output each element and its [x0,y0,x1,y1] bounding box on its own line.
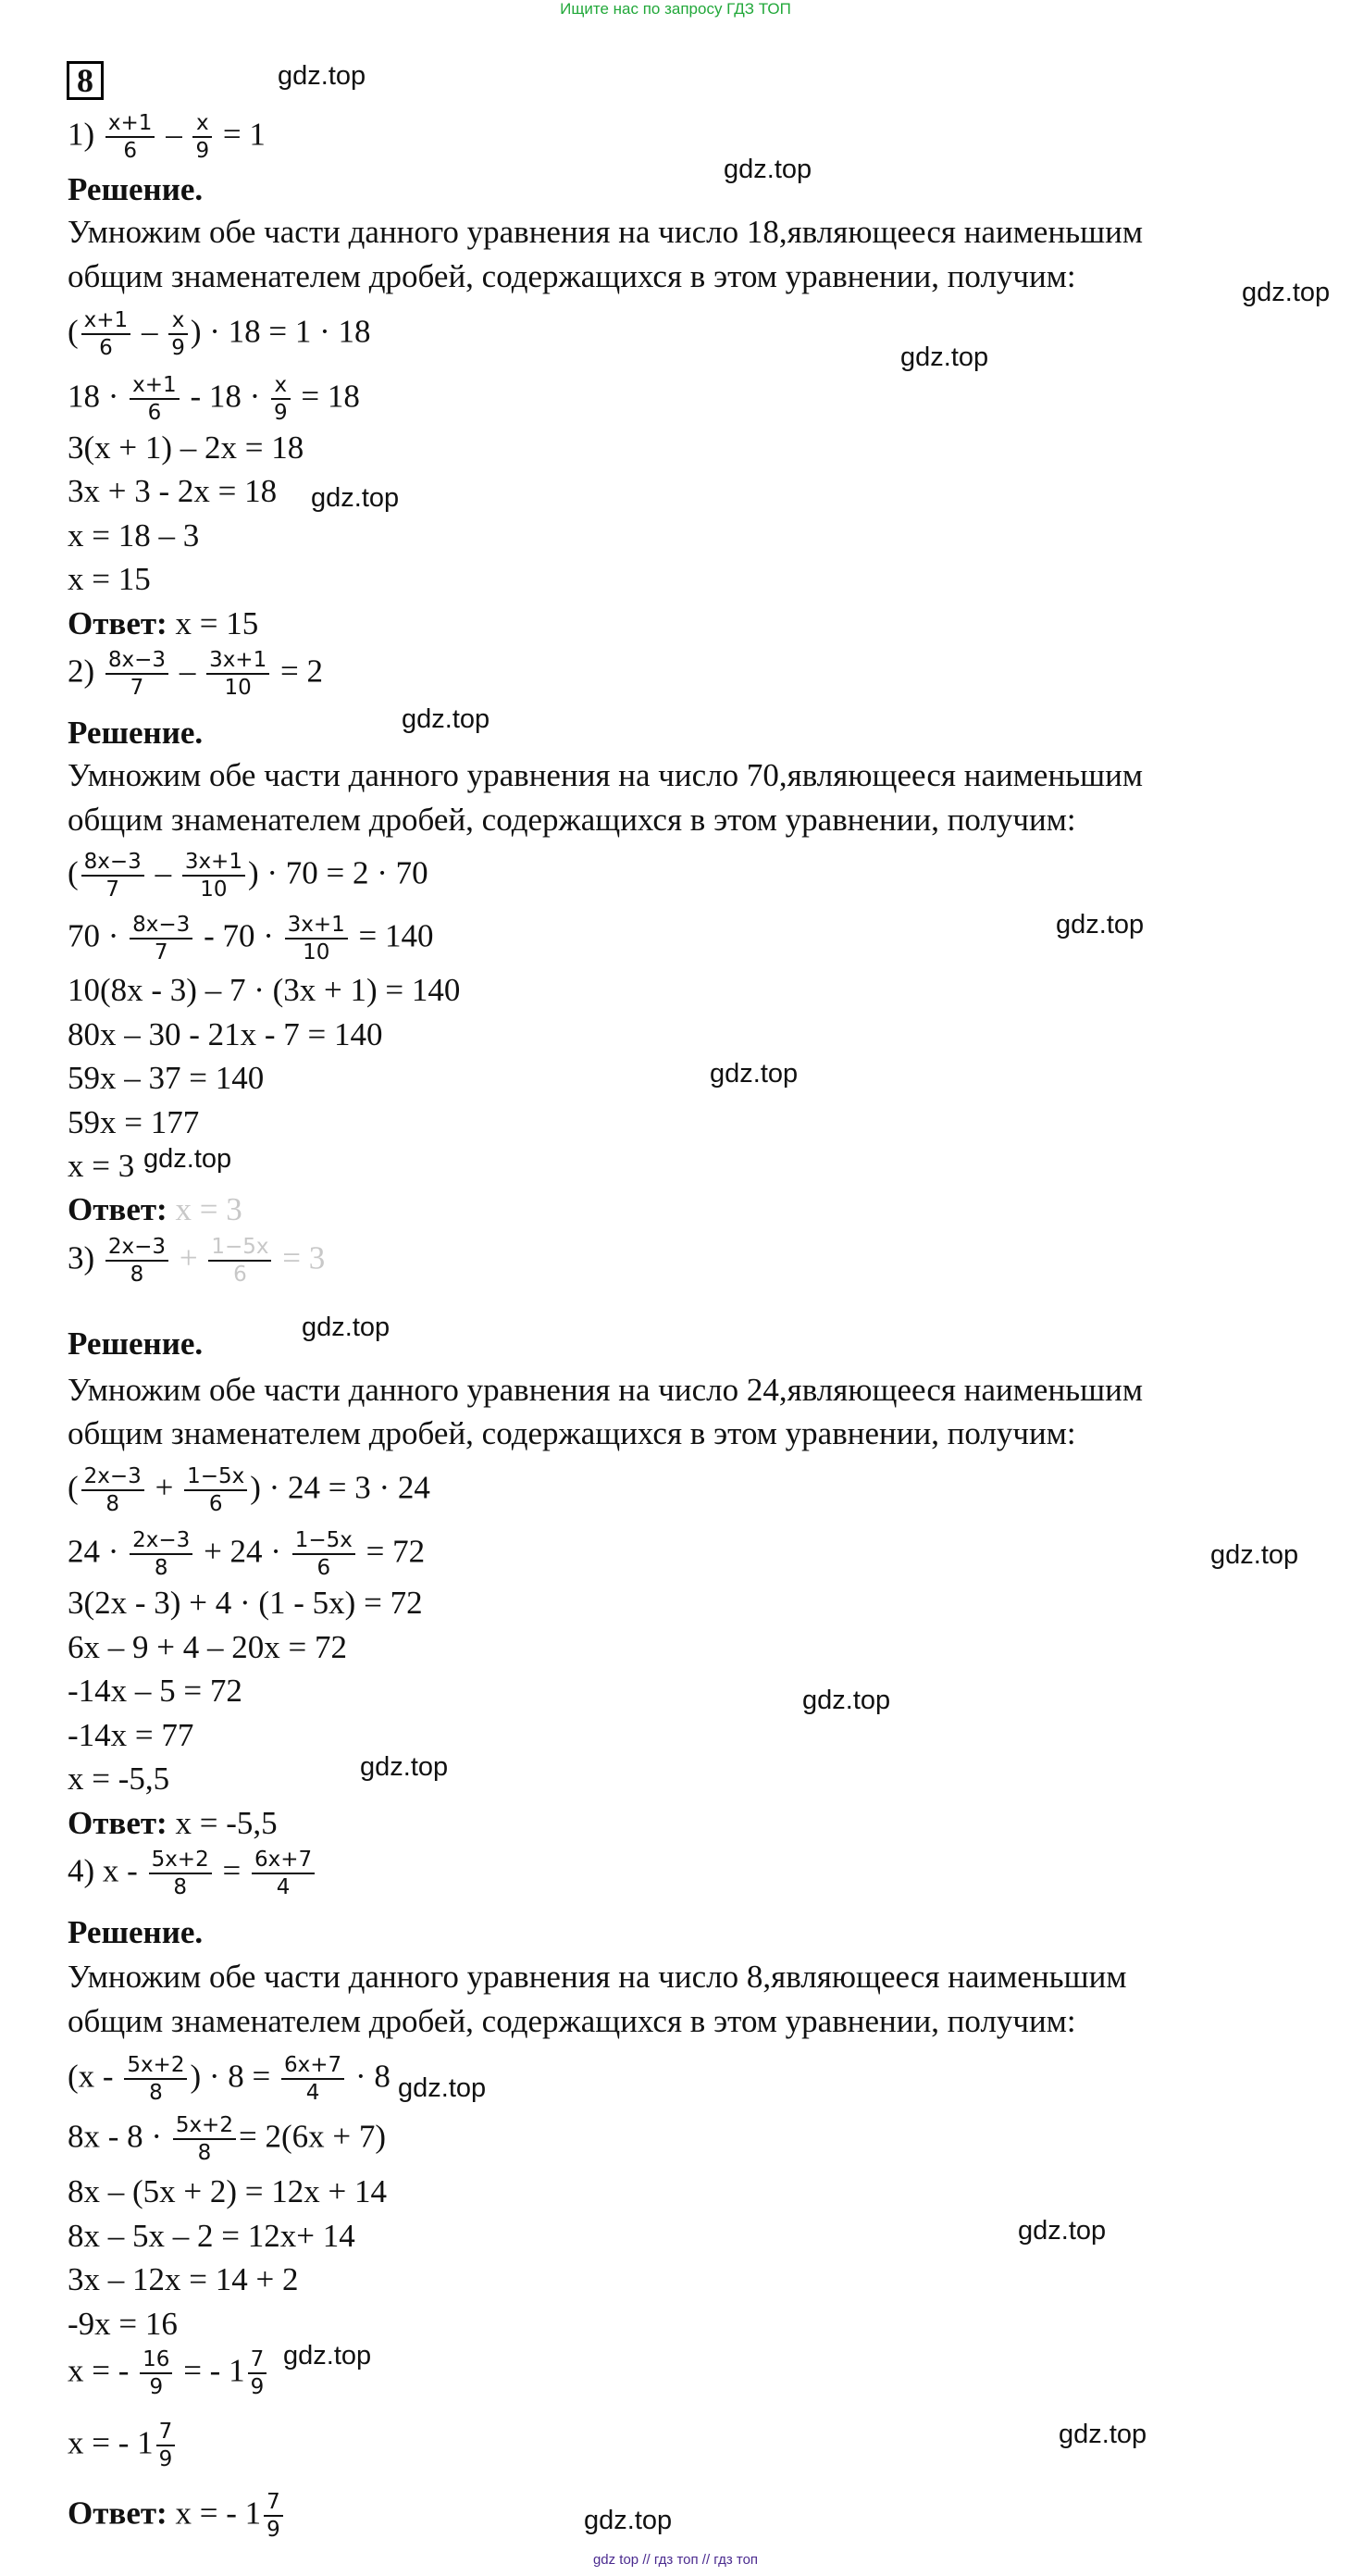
solution-step: 70 · $\frac{8x-3}{7}$ - 70 · $\frac{3x+1}{10}$ = 140 [68,913,434,965]
fraction: $\frac{1-5x}{6}$ [292,1528,355,1581]
solution-step: 24 · $\frac{2x-3}{8}$ + 24 · $\frac{1-5x}{6}$ = 72 [68,1528,426,1581]
explanation-line: Умножим обе части данного уравнения на число 70,являющееся наименьшим [68,757,1143,793]
solution-step: 3x + 3 - 2x = 18 [68,473,278,509]
fraction-numerator: x [192,111,212,138]
fraction: $\frac{8x-3}{7}$ [130,913,192,965]
solution-step: (x - $\frac{5x+2}{8}$ ) · 8 = $\frac{6x+7}{4}$ · 8 [68,2053,390,2106]
solution-step: 6x – 9 + 4 – 20x = 72 [68,1629,347,1665]
solution-step: x = - 1 $\frac{7}{9}$ [68,2420,178,2472]
solution-step: 3(x + 1) – 2x = 18 [68,429,304,466]
problem-4-equation: 4) x - $\frac{5x+2}{8}$ = $\frac{6x+7}{4}$ [68,1848,317,1900]
fraction: $\frac{2x-3}{8}$ [105,1235,168,1288]
solution-step: 8x - 8 · $\frac{5x+2}{8}$ = 2(6x + 7) [68,2113,387,2166]
problem-2-equation: 2) $\frac{8x-3}{7}$ – $\frac{3x+1}{10}$ = 2 [68,648,323,701]
solution-step: ( $\frac{8x-3}{7}$ – $\frac{3x+1}{10}$ ) · 70 = 2 · 70 [68,850,428,902]
answer-line: Ответ: x = 3 [68,1191,242,1227]
watermark-text: gdz.top [311,483,400,513]
explanation-line: Умножим обе части данного уравнения на число 24,являющееся наименьшим [68,1372,1143,1408]
fraction: $\frac{16}{9}$ [140,2347,172,2400]
problem-label: 3) [68,1239,95,1276]
solution-heading: Решение. [68,1914,204,1950]
solution-heading: Решение. [68,715,204,751]
explanation-line: общим знаменателем дробей, содержащихся в этом уравнении, получим: [68,258,1076,294]
solution-step: x = -5,5 [68,1761,170,1797]
solution-step: ( $\frac{2x-3}{8}$ + $\frac{1-5x}{6}$ ) · 24 = 3 · 24 [68,1464,430,1517]
solution-heading: Решение. [68,171,204,207]
fraction: $\frac{2x-3}{8}$ [81,1464,144,1517]
answer-line: Ответ: x = 15 [68,605,259,641]
watermark-text: gdz.top [1056,910,1145,940]
problem-3-equation: 3) $\frac{2x-3}{8}$ + $\frac{1-5x}{6}$ = 3 [68,1235,326,1288]
explanation-line: Умножим обе части данного уравнения на число 18,являющееся наименьшим [68,214,1143,250]
watermark-text: gdz.top [724,155,812,184]
watermark-text: gdz.top [802,1686,891,1715]
fraction: $\frac{x+1}{6}$ [81,308,131,361]
explanation-line: общим знаменателем дробей, содержащихся в этом уравнении, получим: [68,2003,1076,2039]
fraction: $\frac{8x-3}{7}$ [81,850,144,902]
top-banner: Ищите нас по запросу ГДЗ ТОП [560,0,791,18]
fraction: $\frac{1-5x}{6}$ [208,1235,271,1288]
solution-step: 59x – 37 = 140 [68,1060,265,1096]
solution-step: 8x – 5x – 2 = 12x+ 14 [68,2218,355,2254]
fraction-denominator: 6 [123,139,137,164]
equation-rhs: = 1 [222,116,266,153]
fraction: $\frac{5x+2}{8}$ [173,2113,236,2166]
solution-step: ( $\frac{x+1}{6}$ – $\frac{x}{9}$ ) · 18 = 1 · 18 [68,308,371,361]
fraction: $\frac{3x+1}{10}$ [285,913,348,965]
fraction-denominator: 9 [195,139,210,164]
solution-step: 80x – 30 - 21x - 7 = 140 [68,1016,383,1052]
problem-label: 2) [68,653,95,690]
solution-step: -14x – 5 = 72 [68,1673,242,1709]
solution-step: x = - $\frac{16}{9}$ = - 1 $\frac{7}{9}$ [68,2347,269,2400]
watermark-text: gdz.top [360,1752,449,1782]
operator: – [166,116,182,153]
footer-separator: // [701,2552,711,2568]
fraction [192,111,212,164]
watermark-text: gdz.top [1018,2216,1107,2246]
explanation-line: общим знаменателем дробей, содержащихся в этом уравнении, получим: [68,1415,1076,1451]
watermark-text: gdz.top [278,61,366,91]
solution-step: 8x – (5x + 2) = 12x + 14 [68,2173,388,2209]
watermark-text: gdz.top [584,2506,673,2535]
fraction: $\frac{6x+7}{4}$ [281,2053,344,2106]
fraction: $\frac{1-5x}{6}$ [184,1464,247,1517]
fraction: $\frac{3x+1}{10}$ [206,648,269,701]
footer-link[interactable]: гдз топ [653,2552,699,2568]
answer-line: Ответ: x = - 1 $\frac{7}{9}$ [68,2490,286,2543]
explanation-line: Умножим обе части данного уравнения на число 8,являющееся наименьшим [68,1959,1127,1995]
footer-link[interactable]: гдз топ [713,2552,759,2568]
solution-step: 18 · $\frac{x+1}{6}$ - 18 · $\frac{x}{9}$ = 18 [68,373,360,426]
solution-step: 59x = 177 [68,1104,200,1140]
fraction: $\frac{8x-3}{7}$ [105,648,168,701]
fraction: $\frac{5x+2}{8}$ [124,2053,187,2106]
solution-step: -9x = 16 [68,2306,178,2342]
watermark-text: gdz.top [402,704,490,734]
explanation-line: общим знаменателем дробей, содержащихся в этом уравнении, получим: [68,802,1076,838]
footer-link[interactable]: gdz top [592,2552,639,2568]
watermark-text: gdz.top [398,2073,487,2103]
solution-step: 10(8x - 3) – 7 · (3x + 1) = 140 [68,972,461,1008]
fraction: $\frac{6x+7}{4}$ [252,1848,315,1900]
fraction: $\frac{x}{9}$ [168,308,188,361]
watermark-text: gdz.top [900,342,989,372]
footer-links [0,2552,1351,2568]
mixed-fraction: $\frac{7}{9}$ [264,2490,283,2543]
solution-step: x = 18 – 3 [68,517,200,554]
mixed-fraction: $\frac{7}{9}$ [156,2420,176,2472]
fraction: $\frac{x+1}{6}$ [130,373,180,426]
answer-line: Ответ: x = -5,5 [68,1805,278,1841]
watermark-text: gdz.top [143,1144,232,1174]
problem-label: 4) [68,1852,95,1889]
mixed-fraction: $\frac{7}{9}$ [248,2347,267,2400]
solution-step: -14x = 77 [68,1717,194,1753]
fraction: $\frac{x}{9}$ [271,373,291,426]
watermark-text: gdz.top [283,2341,372,2371]
fraction: $\frac{5x+2}{8}$ [149,1848,212,1900]
watermark-text: gdz.top [1210,1540,1299,1570]
task-number-box: 8 [67,61,104,100]
watermark-text: gdz.top [302,1313,390,1342]
watermark-text: gdz.top [1059,2420,1147,2449]
watermark-text: gdz.top [1242,278,1331,307]
fraction [105,111,155,164]
fraction: $\frac{3x+1}{10}$ [182,850,245,902]
problem-label: 1) [68,116,95,153]
fraction: $\frac{2x-3}{8}$ [130,1528,192,1581]
problem-1-equation [68,111,266,164]
solution-heading: Решение. [68,1325,204,1362]
footer-separator: // [642,2552,651,2568]
fraction-numerator: x+1 [105,111,155,138]
watermark-text: gdz.top [710,1059,799,1089]
solution-step: 3(2x - 3) + 4 · (1 - 5x) = 72 [68,1585,423,1621]
solution-step: x = 15 [68,561,151,597]
solution-step: x = 3 [68,1148,135,1184]
solution-step: 3x – 12x = 14 + 2 [68,2261,299,2297]
